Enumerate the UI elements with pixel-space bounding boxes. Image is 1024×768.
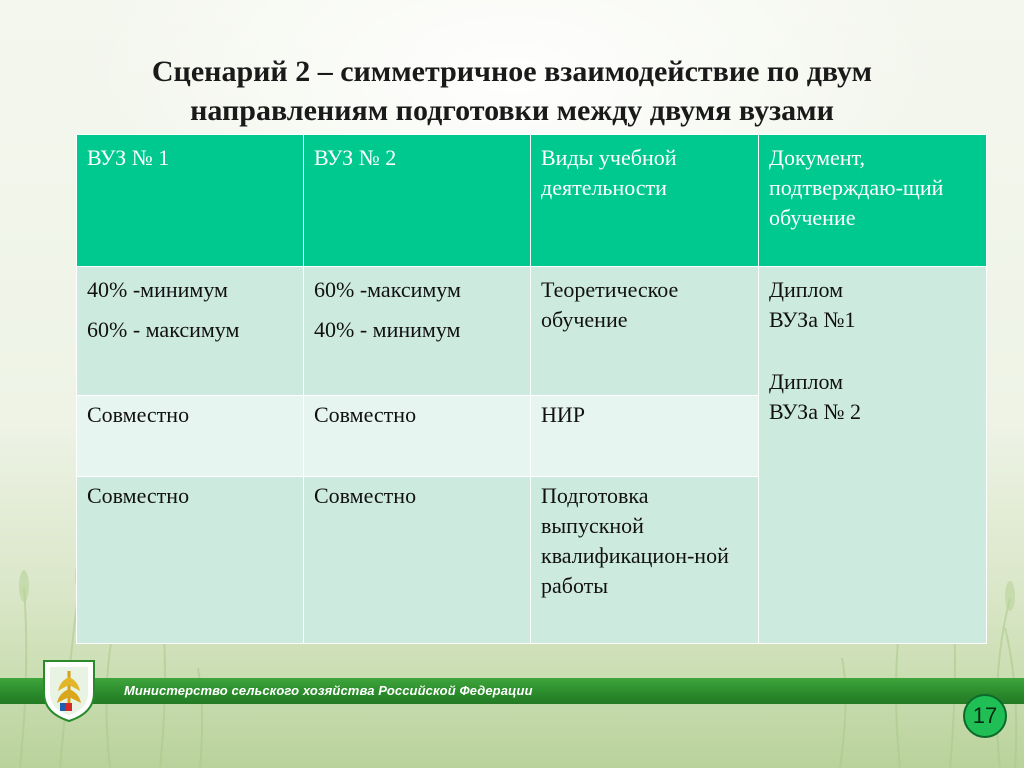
cell-vuz1: Совместно — [77, 396, 304, 477]
cell-line: 60% - максимум — [87, 317, 240, 342]
doc-line: ВУЗа №1 — [769, 307, 856, 332]
title-line-1: Сценарий 2 – симметричное взаимодействие по двум — [151, 55, 873, 88]
cell-document — [759, 267, 987, 644]
doc-line: Диплом — [769, 369, 844, 394]
cell-line: 60% -максимум — [314, 277, 461, 302]
cell-activity: НИР — [531, 396, 759, 477]
page-number-badge: 17 — [963, 694, 1007, 738]
cell-vuz2: Совместно — [304, 477, 531, 644]
cell-vuz2: Совместно — [304, 396, 531, 477]
scenario-table — [76, 134, 987, 644]
doc-line: ВУЗа № 2 — [769, 399, 861, 424]
header-vuz2: ВУЗ № 2 — [304, 135, 531, 267]
cell-line: 40% -минимум — [87, 277, 228, 302]
doc-line: Диплом — [769, 277, 844, 302]
header-document: Документ, подтверждаю-щий обучение — [759, 135, 987, 267]
cell-vuz1 — [77, 267, 304, 396]
cell-activity: Подготовка выпускной квалификацион-ной работы — [531, 477, 759, 644]
header-vuz1: ВУЗ № 1 — [77, 135, 304, 267]
table-header-row — [77, 135, 987, 267]
cell-vuz1: Совместно — [77, 477, 304, 644]
slide-title — [60, 52, 964, 130]
table-row — [77, 267, 987, 396]
cell-vuz2 — [304, 267, 531, 396]
title-line-2: направлениям подготовки между двумя вузами — [190, 94, 834, 127]
cell-activity: Теоретическое обучение — [531, 267, 759, 396]
ministry-name: Министерство сельского хозяйства Российской Федерации — [124, 683, 533, 698]
cell-line: 40% - минимум — [314, 317, 461, 342]
header-activity: Виды учебной деятельности — [531, 135, 759, 267]
ministry-emblem-icon — [38, 657, 100, 723]
